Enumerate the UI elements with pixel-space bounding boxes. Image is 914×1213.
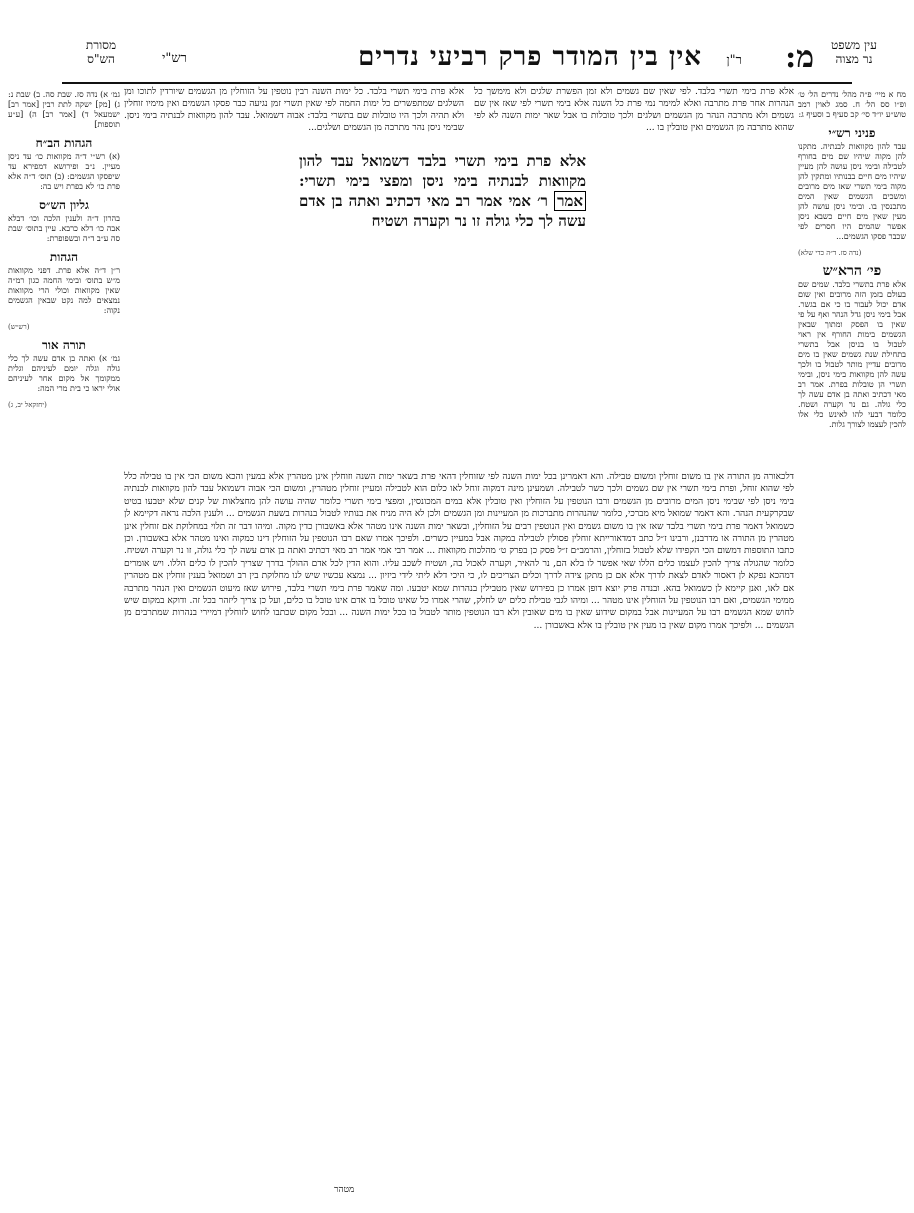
wide-paragraph-4: נמצא עכשיו שיש לנו מחלוקת בין רב ושמואל בענין זוחלין אם מטהרין אם לאו, ואנן קיימא לן כשמואל בהא. ובנדה פרק יוצא דופן אמרו כן בפירוש שאין מטבילין בנהרות שמא יטבעו. ומה שאמר פרת בימי תשרי בלבד, פירוש שאז מיעוט הגשמים ואין הנהר מתרבה ממימי הגשמים, ואם רבו הנוטפין על הזוחלין אינו מטהר ... — [124, 571, 794, 607]
pnei-rashi-title: פניני רש״י — [828, 126, 876, 140]
gemara-block — [299, 151, 586, 231]
hagahot-bach-title: הגהות הב״ח — [35, 136, 93, 150]
gemara-line3: בימי ניסן ומפצי בימי תשרי: — [299, 172, 478, 190]
rashi-text: אלא פרת בימי תשרי בלבד. כל ימות השנה רבין נוטפין על הזוחלין מן הגשמים שיורדין לתוכו ומן השלגים שמתפשרים כל ימות החמה לפי שאין תשרי זמן נגיעה כבר פסקו הגשמים ואין מימיו זוחלין ולא תהיה ולכך היו טובלות שם בתשרי בלבד: אבוה דשמואל. עבד להון מקוואות לבנתיה בימי ניסן. שבימי ניסן נהר מתרבה מן הגשמים ושלגים... — [124, 87, 464, 133]
gemara-line5: אדם עשה לך כלי גולה זו נר וקערה — [299, 192, 586, 230]
hagahot-text: ר״ן ד״ה אלא פרת. דפני מקוואות מ״ש בתוס׳ ובימי החמה כגון רמ״ה שאין מקוואות וכולי הרי מקוואות נמצאים למה נקט שבאין הגשמים נקוה: — [8, 266, 120, 315]
hagahot-title: הגהות — [49, 250, 79, 264]
gemara-line1-b: פרת בימי תשרי בלבד — [417, 152, 552, 170]
ran-label: ר"ן — [726, 53, 742, 68]
hagahot-bach-text: (א) רש״י ד״ה מקוואות כו׳ עד ניסן מעיין. נ״ב ופירושא דמפירא עד שיפסקו הגשמים: (ב) תוס׳ ד״ה אלא פרת כו׳ לא בפרת ויש בה: — [8, 152, 120, 191]
torah-or-text: גמ׳ א) ואתה בן אדם עשה לך כלי גולה וגלה יומם לעיניהם וגלית ממקומך אל מקום אחר לעיניהם אולי יראו כי בית מרי המה: — [8, 354, 120, 393]
wide-paragraph-3: אמר רבי אמי אמר רב מאי דכתיב ואתה בן אדם עשה לך כלי גולה, זו נר וקערה ושטיח. כלומר שהגולה צריך להכין לעצמו כלים הללו שאי אפשר לו בלא הם, נר להאיר, וקערה לאכול בה, ושטיח לשכב עליו. והוא הדין לכל אדם ההולך בדרך שצריך להכין לו כלים הללו. ויש אומרים דמהכא נפקא לן דאסור לאדם לצאת לדרך אלא אם כן מתקן צידה לדרך וכלים הצריכים לו, כי היכי דלא ליתי לידי ביזיון ... — [124, 546, 794, 582]
pnei-rashi-source: (נדה סז. ד״ה כדי שלא) — [798, 249, 862, 257]
gemara-line6: ושטיח — [371, 212, 408, 230]
gemara-boxed-word: אמר — [554, 191, 586, 211]
center-text-region — [124, 86, 794, 1201]
gemara-line4-a: ר׳ אמי — [508, 192, 548, 210]
gemara-line4-b: אמר רב מאי דכתיב ואתה בן — [331, 192, 503, 210]
commentary-wide-text — [124, 471, 794, 632]
page-header — [62, 38, 877, 78]
ran-text: אלא פרת בימי תשרי בלבד. לפי שאין שם גשמים ולא זמן הפשרת שלגים ולא מימשך כל הנהרות אחר פרת מתרבה ואלא למימר נמי פרת כל השנה אלא בימי תשרי לפי שאז אין שם גשמים ולא מתרבה הנהר מן הגשמים ושלגים ולכך טובלות בו אבל שאר ימות השנה לא לפי שהוא מתרבה מן הגשמים ואין טובלין בו ... — [474, 87, 794, 133]
gilyon-title: גליון הש״ס — [39, 198, 89, 212]
left-margin-column — [8, 90, 120, 410]
ran-commentary — [474, 86, 794, 134]
rashi-label: רש"י — [162, 51, 187, 66]
wide-paragraph-5: ומיהו לגבי טבילת כלים יש לחלק, שהרי אמרו כל שאינו טובל בו אדם אינו טובל בו כלים, ועל כן צריך ליזהר בכל זה. ודוקא במקום שיש לחוש שמא הגשמים רבו על המעיינות אבל במקום שידוע שאין בו מים שאובין ולא רבו הנוטפין מותר לטבול בו בכל ימות השנה ... ובכל מקום שכתבו לחוש לזוחלין דמיירי בנהרות שמתרבים מן הגשמים ... ולפיכך אמרו מקום שאין בו מעין אין טובלין בו אלא באשבורן ... — [124, 596, 794, 631]
harosh-text: אלא פרת בתשרי בלבד. שמים שם בעולם בזמן הזה מרובים ואין שום אדם יכול לעבור בו כי אם בגשר. אבל בימי ניסן גדל הנהר ואף על פי שאין בו הפסק ומתוך שבאין הגשמים בימות החורף אין ראוי לטבול בו בניסן אבל בתשרי בתחילת שנת גשמים שאין בו מים מרובים עדיין מותר לטבול בו ולכך עשה להן מקוואות בימי ניסן, ובימי תשרי הן טובלות בפרת. אמר רב מאי דכתיב ואתה בן אדם עשה לך כלי גולה. גם נר וקערה ושטח. כלומר דבעי להו לאינש כלי אלו להכין לעצמו לצורך גלות. — [798, 280, 906, 429]
pnei-rashi-text: עבד להון מקוואות לבנתיה. מתקנו להן מקוה שיהיו שם מים בחורף לטבילה ובימי ניסן עושה להן מעיין שיהיו מים חיים בבנותיו ומתקין להן מקוה בימי תשרי שאז מים מרובים ומשכים הגשמים שאין המים מתכנסין בו. ובימי ניסן עושה להן מעין שאין מים חיים כשבא ניסן אפשר שהמים היו חסרים לפי שכבר פסקו הגשמים... — [798, 142, 906, 241]
wide-paragraph-2: ולענין הלכה נראה דקיימא לן כשמואל דאמר פרת בימי תשרי בלבד שאז אין בו משום גשמים ואין הנוטפין רבים על הזוחלין, ובשאר ימות השנה אינו מטהר אלא באשבורן כדין מקוה. ומיהו דבר זה תלוי במחלוקת אם זוחלין אינן מטהרין מן התורה או מדרבנן, ורבינו ז״ל כתב דמדאורייתא זוחלין פסולין לטבילה במקוה אבל במעיין כשרים. ולפיכך אמרו שאם רבו הנוטפין על הזוחלין דינו כמקוה ואינו מטהר אלא באשבורן. וכן כתבו התוספות דמשום הכי הקפידו שלא לטבול בזוחלין, והרמב״ם ז״ל פסק כן בפרק ט׳ מהלכות מקוואות ... — [124, 509, 794, 557]
gemara-line2: דשמואל עבד להון מקוואות לבנתיה — [299, 152, 586, 190]
torah-or-source: (יחזקאל יב, ג) — [8, 401, 47, 409]
ein-mishpat-heading: עין משפט נר מצוה — [831, 38, 877, 66]
catchword: מטהר — [334, 1185, 355, 1195]
gemara-line1-a: אלא — [559, 152, 586, 170]
gilyon-text: בהרון ד״ה ולענין הלכה וכו׳ דבלא אבה כו׳ דלא כרבא. עיין בתוס׳ שבת סה ע״ב ד״ה ובשפופרת: — [8, 214, 120, 243]
mesoret-heading: מסורת הש"ס — [85, 38, 117, 66]
folio-number: מ: — [785, 40, 814, 75]
rashi-commentary — [124, 86, 464, 134]
hagahot-source: (רש״ש) — [8, 323, 30, 331]
header-rule — [62, 82, 852, 84]
wide-paragraph-1: דלכאורה מן התורה אין בו משום זוחלין ומשום טבילה. והא דאמרינן בכל ימות השנה לפי שזוחלין דהאי פרת בשאר ימות השנה וזוחלין אינן מטהרין אלא במעין והכא משום הכי אין בו טבילה כלל לפי שהוא זוחל, ופרת בימי תשרי אין שם גשמים ולכך כשר לטבילה. ושמעינן מינה דמקוה זוחל לאו כלום הוא לטבילה ומעיין זוחלין מטהרין, ומשום הכי אבוה דשמואל עבד להון מקוואות לבנתיה בימי ניסן לפי שבימי ניסן המים מרובים מן הגשמים ורבו הנוטפין על הזוחלין ואין טובלין אלא במים המכונסין, ומפצי בימי תשרי כלומר שהיה עושה להן מחצלאות של קנים שלא יטבעו בטיט שבקרקעית הנהר. והא דאמר שמואל מיא מברכי, כלומר שהנהרות מתברכות מן המעיינות ומן הגשמים ולכן לא היה מניח את בנותיו לטבול בנהרות בשעת הגשמים ... — [124, 472, 794, 520]
harosh-title: פי׳ הרא״ש — [822, 263, 882, 279]
page-title: אין בין המודר פרק רביעי נדרים — [358, 42, 702, 72]
torah-or-title: תורה אור — [41, 338, 87, 352]
mesoret-text: גמ׳ א) נדה סז. שבת סה. ב) שבת נ: ג) [מק] ישקה לתת רבין [אמר רב] ישמעאל ד) [אמר רב] ה) [ע״ע תוספות] — [8, 90, 120, 129]
right-margin-column — [798, 90, 906, 436]
ein-mishpat-text: מח א מיי׳ פ״ה מהל׳ נדרים הל׳ ט׳ ופ״ו סס הל׳ ח. סמג לאוין רמב טוש״ע יו״ד סי׳ קכ סעיף ב וסעיף ג: — [798, 90, 906, 119]
